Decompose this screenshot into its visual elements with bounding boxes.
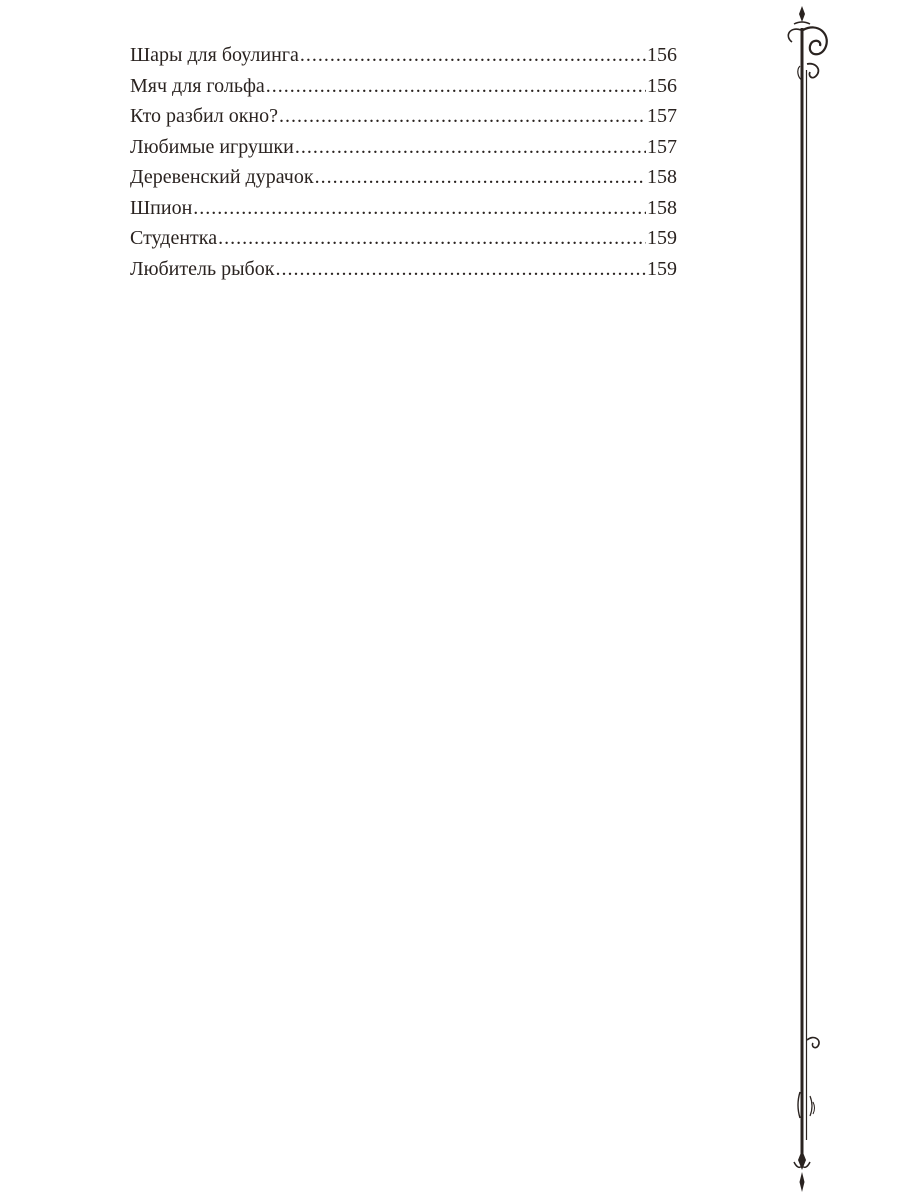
dot-leader: [300, 40, 646, 71]
toc-entry-village-fool[interactable]: [130, 162, 677, 193]
toc-entry-favorite-toys[interactable]: [130, 132, 677, 163]
toc-entry-page: 156: [647, 74, 677, 97]
dot-leader: [279, 101, 646, 132]
dot-leader: [315, 162, 646, 193]
dot-leader: [218, 223, 646, 254]
dot-leader: [193, 193, 646, 224]
toc-entry-page: 157: [647, 135, 677, 158]
toc-entry-page: 159: [647, 257, 677, 280]
toc-entry-title: Студентка: [130, 227, 218, 249]
dot-leader: [266, 71, 646, 102]
toc-entry-title: Любимые игрушки: [130, 135, 294, 158]
toc-entry-page: 158: [647, 196, 677, 219]
toc-entry-title: Деревенский дурачок: [130, 166, 314, 188]
toc-entry-page: 157: [647, 105, 677, 127]
toc-entry-page: 156: [647, 44, 677, 66]
table-of-contents: [130, 40, 677, 284]
toc-entry-title: Шпион: [130, 196, 193, 219]
ornament-bottom-finial: [794, 1150, 810, 1192]
vertical-flourish-ornament: [770, 0, 840, 1200]
dot-leader: [295, 132, 646, 163]
ornament-vertical-rule: [802, 28, 807, 1165]
ornament-top-finial: [788, 6, 826, 80]
toc-entry-page: 159: [647, 227, 677, 249]
toc-entry-title: Шары для боулинга: [130, 44, 299, 66]
toc-entry-broken-window[interactable]: [130, 101, 677, 132]
toc-entry-title: Мяч для гольфа: [130, 74, 265, 97]
dot-leader: [275, 254, 646, 285]
toc-entry-title: Кто разбил окно?: [130, 105, 278, 127]
toc-entry-student[interactable]: [130, 223, 677, 254]
toc-entry-title: Любитель рыбок: [130, 257, 275, 280]
toc-entry-golf-ball[interactable]: [130, 71, 677, 102]
toc-entry-bowling-balls[interactable]: [130, 40, 677, 71]
toc-entry-page: 158: [647, 166, 677, 188]
toc-entry-fish-lover[interactable]: [130, 254, 677, 285]
toc-entry-spy[interactable]: [130, 193, 677, 224]
